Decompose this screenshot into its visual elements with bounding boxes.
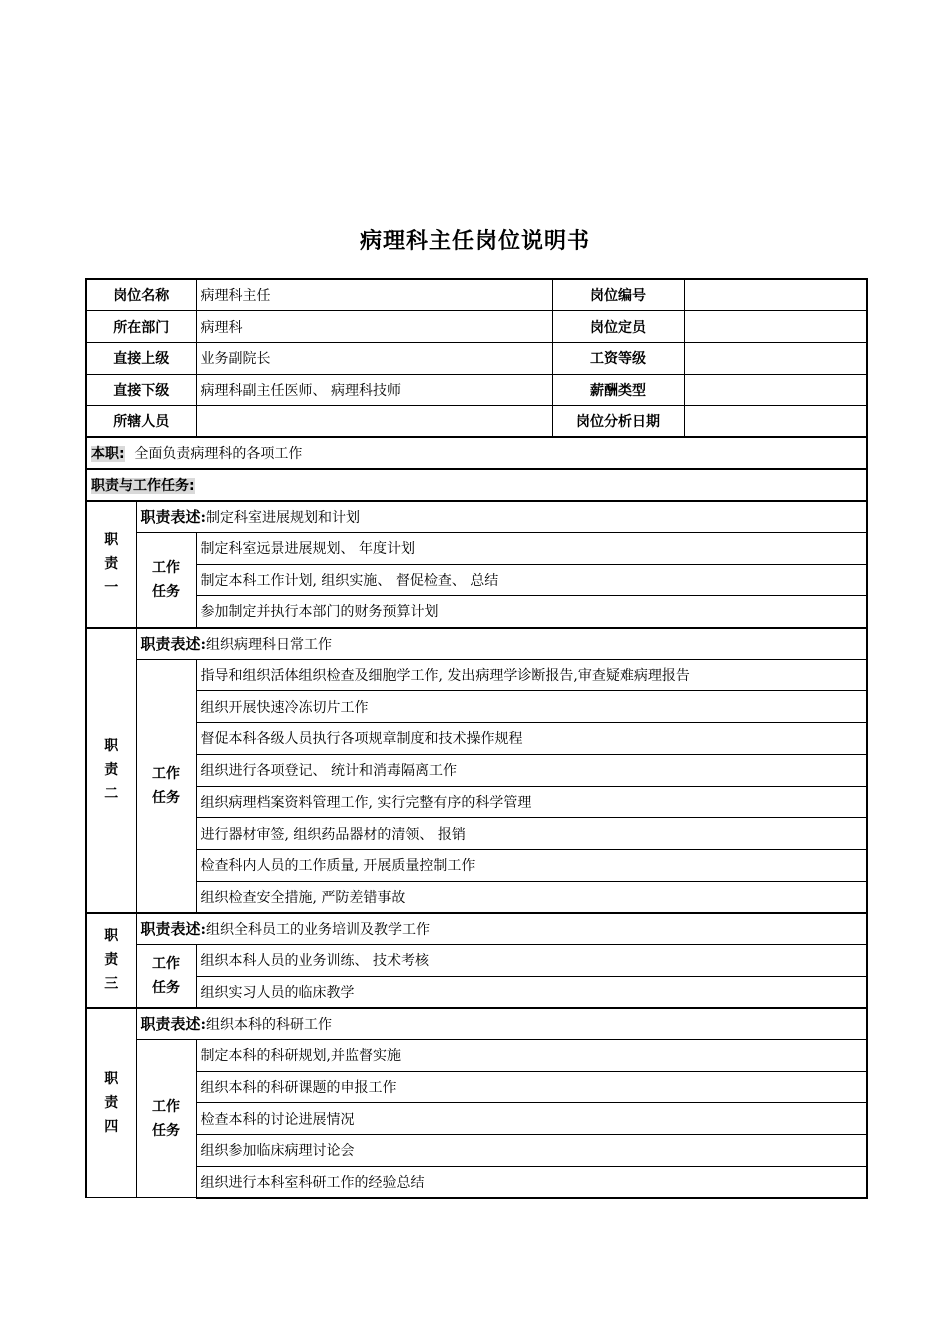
task-item: 制定本科的科研规划,并监督实施 bbox=[196, 1040, 867, 1072]
main-duty-cell bbox=[86, 437, 867, 469]
duty-statement-row bbox=[86, 913, 867, 945]
task-label-line: 任务 bbox=[152, 979, 180, 996]
duty-statement: 组织全科员工的业务培训及教学工作 bbox=[206, 922, 431, 939]
task-item: 检查本科的讨论进展情况 bbox=[196, 1103, 867, 1135]
duty-statement: 组织病理科日常工作 bbox=[206, 637, 333, 654]
task-row bbox=[86, 533, 867, 565]
duty-label-char: 责 bbox=[104, 952, 119, 969]
info-value-2 bbox=[684, 406, 867, 438]
info-label: 直接下级 bbox=[86, 374, 196, 406]
task-item: 进行器材审签, 组织药品器材的清领、 报销 bbox=[196, 818, 867, 850]
info-row bbox=[86, 406, 867, 438]
info-value: 病理科副主任医师、 病理科技师 bbox=[196, 374, 552, 406]
statement-label: 职责表述: bbox=[140, 635, 207, 654]
task-label-line: 工作 bbox=[152, 765, 180, 782]
info-value bbox=[196, 406, 552, 438]
duty-number: 二 bbox=[104, 786, 119, 803]
page-title: 病理科主任岗位说明书 bbox=[359, 229, 590, 254]
duty-label-char: 职 bbox=[104, 532, 119, 549]
duty-label bbox=[86, 628, 136, 913]
task-item: 组织实习人员的临床教学 bbox=[196, 976, 867, 1008]
duties-header: 职责与工作任务: bbox=[91, 477, 195, 494]
task-label-line: 任务 bbox=[152, 1122, 180, 1139]
info-value-2 bbox=[684, 311, 867, 343]
info-row bbox=[86, 342, 867, 374]
task-item: 参加制定并执行本部门的财务预算计划 bbox=[196, 596, 867, 628]
info-row bbox=[86, 279, 867, 311]
info-value: 业务副院长 bbox=[196, 342, 552, 374]
main-duty-label: 本职: bbox=[91, 446, 125, 463]
task-label-line: 任务 bbox=[152, 789, 180, 806]
duty-statement-row bbox=[86, 628, 867, 660]
info-value: 病理科主任 bbox=[196, 279, 552, 311]
task-label bbox=[136, 659, 196, 913]
duty-label bbox=[86, 913, 136, 1008]
task-item: 组织本科人员的业务训练、 技术考核 bbox=[196, 944, 867, 976]
task-row bbox=[86, 659, 867, 691]
task-row bbox=[86, 881, 867, 913]
task-item: 制定本科工作计划, 组织实施、 督促检查、 总结 bbox=[196, 564, 867, 596]
duty-statement-cell bbox=[136, 628, 867, 660]
task-row bbox=[86, 1135, 867, 1167]
task-row bbox=[86, 1103, 867, 1135]
task-row bbox=[86, 944, 867, 976]
task-row bbox=[86, 786, 867, 818]
job-description-table bbox=[85, 278, 868, 1199]
duty-statement-row bbox=[86, 501, 867, 533]
task-item: 指导和组织活体组织检查及细胞学工作, 发出病理学诊断报告,审查疑难病理报告 bbox=[196, 659, 867, 691]
task-row bbox=[86, 818, 867, 850]
duty-number: 一 bbox=[104, 580, 119, 597]
task-label-line: 工作 bbox=[152, 955, 180, 972]
duty-label bbox=[86, 1008, 136, 1198]
task-row bbox=[86, 849, 867, 881]
duty-number: 四 bbox=[104, 1119, 119, 1136]
info-label-2: 岗位分析日期 bbox=[552, 406, 684, 438]
task-item: 组织进行各项登记、 统计和消毒隔离工作 bbox=[196, 754, 867, 786]
duty-label-char: 职 bbox=[104, 1071, 119, 1088]
task-label bbox=[136, 1040, 196, 1198]
task-row bbox=[86, 564, 867, 596]
info-value-2 bbox=[684, 279, 867, 311]
info-label: 岗位名称 bbox=[86, 279, 196, 311]
task-row bbox=[86, 691, 867, 723]
info-row bbox=[86, 374, 867, 406]
main-duty-row bbox=[86, 437, 867, 469]
statement-label: 职责表述: bbox=[140, 1015, 207, 1034]
task-item: 组织病理档案资料管理工作, 实行完整有序的科学管理 bbox=[196, 786, 867, 818]
duty-label-char: 职 bbox=[104, 738, 119, 755]
duty-statement-cell bbox=[136, 913, 867, 945]
info-row bbox=[86, 311, 867, 343]
task-row bbox=[86, 1166, 867, 1198]
task-label-line: 任务 bbox=[152, 583, 180, 600]
duty-statement-cell bbox=[136, 1008, 867, 1040]
task-item: 组织本科的科研课题的申报工作 bbox=[196, 1071, 867, 1103]
info-label-2: 岗位编号 bbox=[552, 279, 684, 311]
task-item: 组织进行本科室科研工作的经验总结 bbox=[196, 1166, 867, 1198]
info-value-2 bbox=[684, 342, 867, 374]
duty-label bbox=[86, 501, 136, 628]
info-label: 所辖人员 bbox=[86, 406, 196, 438]
duty-statement: 制定科室进展规划和计划 bbox=[206, 510, 361, 527]
duties-header-row bbox=[86, 469, 867, 501]
info-value: 病理科 bbox=[196, 311, 552, 343]
info-label-2: 工资等级 bbox=[552, 342, 684, 374]
task-row bbox=[86, 1071, 867, 1103]
duty-label-char: 责 bbox=[104, 1095, 119, 1112]
task-item: 督促本科各级人员执行各项规章制度和技术操作规程 bbox=[196, 723, 867, 755]
duties-header-cell bbox=[86, 469, 867, 501]
duty-statement: 组织本科的科研工作 bbox=[206, 1017, 333, 1034]
duty-label-char: 责 bbox=[104, 762, 119, 779]
task-item: 制定科室远景进展规划、 年度计划 bbox=[196, 533, 867, 565]
task-label-line: 工作 bbox=[152, 1098, 180, 1115]
task-label bbox=[136, 533, 196, 628]
info-label: 所在部门 bbox=[86, 311, 196, 343]
info-label-2: 薪酬类型 bbox=[552, 374, 684, 406]
task-row bbox=[86, 976, 867, 1008]
statement-label: 职责表述: bbox=[140, 508, 207, 527]
duty-statement-cell bbox=[136, 501, 867, 533]
info-value-2 bbox=[684, 374, 867, 406]
task-label-line: 工作 bbox=[152, 559, 180, 576]
task-item: 检查科内人员的工作质量, 开展质量控制工作 bbox=[196, 849, 867, 881]
task-row bbox=[86, 754, 867, 786]
duty-label-char: 职 bbox=[104, 928, 119, 945]
task-item: 组织参加临床病理讨论会 bbox=[196, 1135, 867, 1167]
task-item: 组织检查安全措施, 严防差错事故 bbox=[196, 881, 867, 913]
duty-number: 三 bbox=[104, 976, 119, 993]
statement-label: 职责表述: bbox=[140, 920, 207, 939]
info-label: 直接上级 bbox=[86, 342, 196, 374]
task-item: 组织开展快速冷冻切片工作 bbox=[196, 691, 867, 723]
task-label bbox=[136, 944, 196, 1007]
duty-statement-row bbox=[86, 1008, 867, 1040]
task-row bbox=[86, 596, 867, 628]
main-duty-text: 全面负责病理科的各项工作 bbox=[134, 446, 303, 463]
task-row bbox=[86, 1040, 867, 1072]
info-label-2: 岗位定员 bbox=[552, 311, 684, 343]
task-row bbox=[86, 723, 867, 755]
duty-label-char: 责 bbox=[104, 556, 119, 573]
